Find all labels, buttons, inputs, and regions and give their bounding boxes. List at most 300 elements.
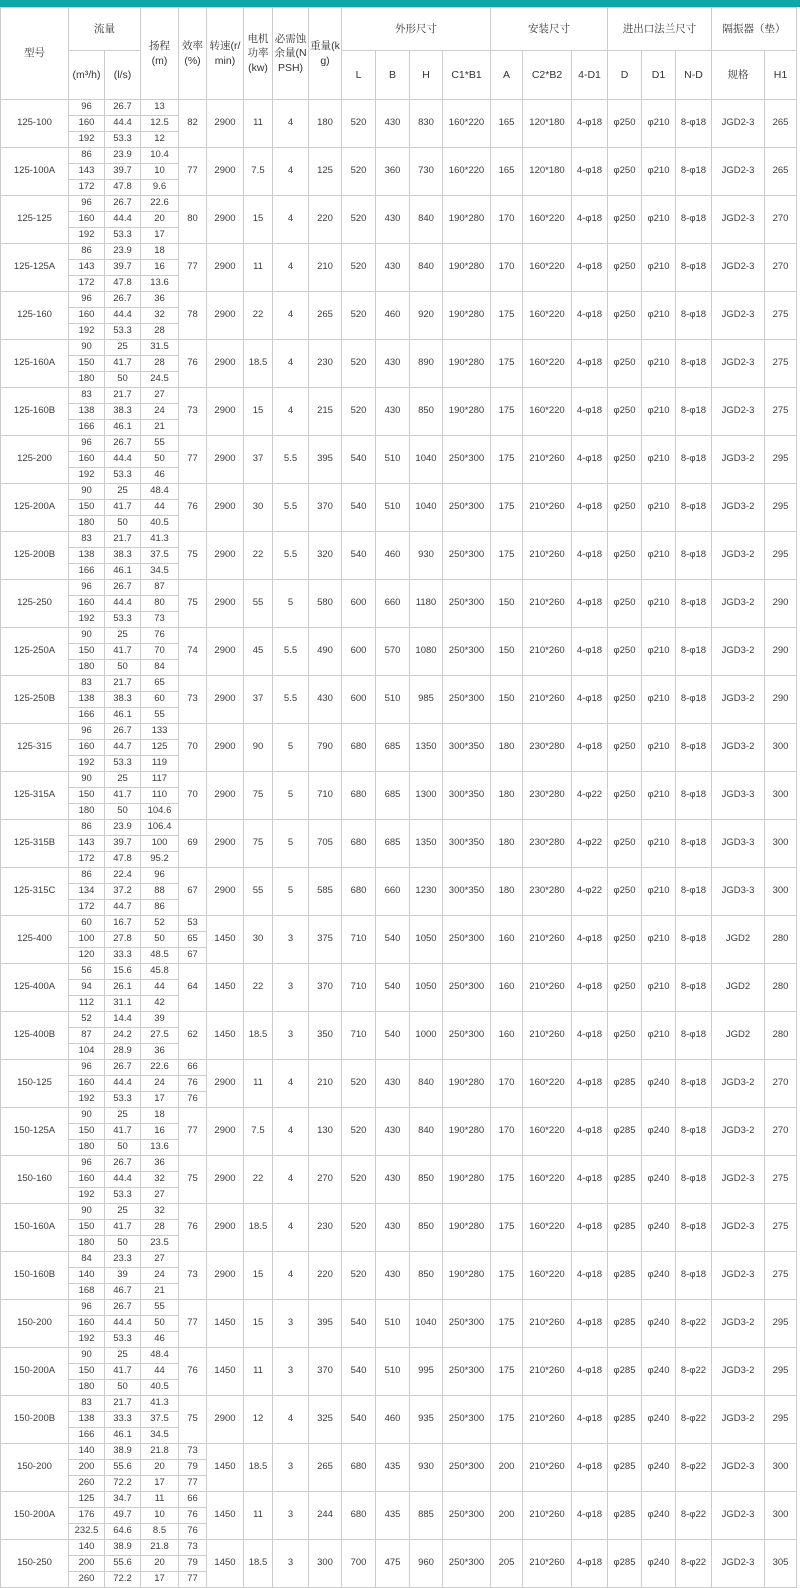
cell-speed: 1450	[207, 1348, 244, 1396]
cell-h1: 270	[765, 1060, 797, 1108]
cell-efficiency: 77	[179, 148, 207, 196]
col-header-D: D	[608, 51, 642, 100]
cell-nd: 8-φ18	[676, 1012, 712, 1060]
cell-B: 510	[376, 436, 410, 484]
table-row	[1, 244, 797, 260]
cell-head: 8.5	[141, 1524, 179, 1540]
cell-power: 15	[244, 388, 273, 436]
cell-power: 22	[244, 532, 273, 580]
cell-L: 520	[342, 196, 376, 244]
cell-c1b1: 300*350	[443, 868, 491, 916]
cell-c2b2: 160*220	[523, 388, 572, 436]
cell-efficiency: 73	[179, 1252, 207, 1300]
cell-weight: 210	[309, 244, 342, 292]
cell-weight: 265	[309, 1444, 342, 1492]
cell-B: 510	[376, 1300, 410, 1348]
cell-power: 37	[244, 676, 273, 724]
cell-flow-m3h: 87	[69, 1028, 105, 1044]
cell-isolator-spec: JGD3-2	[712, 724, 765, 772]
cell-flow-ls: 44.7	[105, 740, 141, 756]
cell-h1: 275	[765, 388, 797, 436]
cell-4d1: 4-φ18	[572, 1060, 608, 1108]
table-row	[1, 1396, 797, 1412]
cell-c2b2: 160*220	[523, 292, 572, 340]
cell-efficiency: 66	[179, 1492, 207, 1508]
cell-L: 680	[342, 1444, 376, 1492]
cell-weight: 490	[309, 628, 342, 676]
cell-flow-m3h: 96	[69, 724, 105, 740]
cell-h1: 265	[765, 148, 797, 196]
cell-head: 40.5	[141, 516, 179, 532]
cell-weight: 220	[309, 196, 342, 244]
cell-model: 125-315	[1, 724, 69, 772]
cell-efficiency: 69	[179, 820, 207, 868]
cell-flow-m3h: 166	[69, 708, 105, 724]
cell-nd: 8-φ22	[676, 1396, 712, 1444]
col-header-D1: D1	[642, 51, 676, 100]
cell-head: 28	[141, 356, 179, 372]
cell-npsh: 4	[273, 1204, 309, 1252]
cell-nd: 8-φ18	[676, 244, 712, 292]
cell-head: 42	[141, 996, 179, 1012]
cell-flow-ls: 21.7	[105, 388, 141, 404]
cell-L: 520	[342, 1060, 376, 1108]
cell-flow-m3h: 172	[69, 900, 105, 916]
cell-flow-m3h: 134	[69, 884, 105, 900]
cell-head: 10	[141, 1508, 179, 1524]
cell-flow-ls: 26.7	[105, 1300, 141, 1316]
cell-flow-ls: 47.8	[105, 180, 141, 196]
cell-flow-m3h: 83	[69, 1396, 105, 1412]
cell-isolator-spec: JGD2-3	[712, 244, 765, 292]
cell-L: 710	[342, 1012, 376, 1060]
cell-power: 75	[244, 772, 273, 820]
cell-D: φ285	[608, 1108, 642, 1156]
cell-D: φ250	[608, 1012, 642, 1060]
cell-c1b1: 250*300	[443, 1540, 491, 1588]
cell-nd: 8-φ18	[676, 1156, 712, 1204]
cell-flow-m3h: 180	[69, 372, 105, 388]
cell-B: 475	[376, 1540, 410, 1588]
col-header-flow-m3h: (m³/h)	[69, 51, 105, 100]
cell-power: 11	[244, 1348, 273, 1396]
cell-isolator-spec: JGD2-3	[712, 1492, 765, 1540]
col-header-head: 扬程(m)	[141, 8, 179, 100]
cell-c2b2: 230*280	[523, 820, 572, 868]
cell-npsh: 3	[273, 1444, 309, 1492]
cell-flow-ls: 38.9	[105, 1540, 141, 1556]
cell-head: 55	[141, 708, 179, 724]
cell-efficiency: 78	[179, 292, 207, 340]
cell-flow-m3h: 160	[69, 452, 105, 468]
cell-flow-ls: 26.1	[105, 980, 141, 996]
cell-flow-ls: 21.7	[105, 532, 141, 548]
cell-model: 150-160	[1, 1156, 69, 1204]
cell-flow-ls: 41.7	[105, 500, 141, 516]
cell-head: 20	[141, 1460, 179, 1476]
cell-flow-m3h: 56	[69, 964, 105, 980]
cell-B: 460	[376, 292, 410, 340]
cell-head: 73	[141, 612, 179, 628]
cell-nd: 8-φ18	[676, 196, 712, 244]
cell-head: 106.4	[141, 820, 179, 836]
cell-H: 920	[410, 292, 443, 340]
cell-npsh: 4	[273, 1108, 309, 1156]
cell-L: 540	[342, 484, 376, 532]
cell-L: 520	[342, 244, 376, 292]
cell-flow-ls: 23.9	[105, 148, 141, 164]
cell-model: 125-160A	[1, 340, 69, 388]
table-row	[1, 1108, 797, 1124]
cell-flow-ls: 15.6	[105, 964, 141, 980]
cell-flow-m3h: 176	[69, 1508, 105, 1524]
cell-H: 930	[410, 1444, 443, 1492]
cell-head: 27	[141, 1252, 179, 1268]
cell-A: 165	[491, 100, 523, 148]
cell-flow-ls: 38.9	[105, 1444, 141, 1460]
cell-model: 125-400	[1, 916, 69, 964]
cell-model: 150-200	[1, 1300, 69, 1348]
table-row	[1, 1204, 797, 1220]
cell-H: 1000	[410, 1012, 443, 1060]
cell-speed: 2900	[207, 244, 244, 292]
cell-flow-m3h: 52	[69, 1012, 105, 1028]
cell-h1: 295	[765, 1300, 797, 1348]
cell-npsh: 4	[273, 1060, 309, 1108]
cell-speed: 1450	[207, 964, 244, 1012]
cell-flow-m3h: 96	[69, 1156, 105, 1172]
cell-c1b1: 250*300	[443, 916, 491, 964]
col-header-spec: 规格	[712, 51, 765, 100]
cell-h1: 265	[765, 100, 797, 148]
cell-efficiency: 75	[179, 1396, 207, 1444]
cell-H: 730	[410, 148, 443, 196]
col-header-flow: 流量	[69, 8, 141, 51]
cell-h1: 300	[765, 868, 797, 916]
cell-head: 36	[141, 1044, 179, 1060]
cell-c1b1: 190*280	[443, 292, 491, 340]
cell-A: 180	[491, 820, 523, 868]
cell-c2b2: 120*180	[523, 100, 572, 148]
cell-flow-ls: 44.7	[105, 900, 141, 916]
cell-weight: 325	[309, 1396, 342, 1444]
cell-efficiency: 66	[179, 1060, 207, 1076]
cell-flow-ls: 25	[105, 340, 141, 356]
cell-c2b2: 210*260	[523, 1396, 572, 1444]
cell-4d1: 4-φ18	[572, 436, 608, 484]
cell-D1: φ210	[642, 868, 676, 916]
cell-flow-ls: 21.7	[105, 676, 141, 692]
cell-A: 175	[491, 1156, 523, 1204]
cell-weight: 375	[309, 916, 342, 964]
cell-A: 160	[491, 1012, 523, 1060]
cell-B: 460	[376, 1396, 410, 1444]
cell-L: 520	[342, 148, 376, 196]
cell-flow-ls: 39.7	[105, 164, 141, 180]
cell-D: φ285	[608, 1444, 642, 1492]
cell-head: 41.3	[141, 532, 179, 548]
cell-speed: 2900	[207, 148, 244, 196]
cell-npsh: 5.5	[273, 436, 309, 484]
cell-flow-m3h: 96	[69, 580, 105, 596]
cell-power: 18.5	[244, 1204, 273, 1252]
cell-B: 685	[376, 820, 410, 868]
cell-power: 11	[244, 100, 273, 148]
cell-L: 540	[342, 1300, 376, 1348]
cell-isolator-spec: JGD2-3	[712, 340, 765, 388]
cell-D1: φ240	[642, 1348, 676, 1396]
cell-H: 930	[410, 532, 443, 580]
cell-c2b2: 210*260	[523, 1012, 572, 1060]
cell-4d1: 4-φ18	[572, 1492, 608, 1540]
cell-nd: 8-φ18	[676, 388, 712, 436]
cell-H: 1040	[410, 436, 443, 484]
cell-weight: 125	[309, 148, 342, 196]
cell-flow-ls: 23.9	[105, 244, 141, 260]
cell-flow-ls: 44.4	[105, 212, 141, 228]
cell-head: 44	[141, 980, 179, 996]
cell-L: 520	[342, 1156, 376, 1204]
cell-npsh: 4	[273, 292, 309, 340]
cell-4d1: 4-φ18	[572, 1156, 608, 1204]
cell-head: 48.4	[141, 484, 179, 500]
cell-flow-m3h: 138	[69, 692, 105, 708]
cell-D1: φ210	[642, 436, 676, 484]
cell-c1b1: 250*300	[443, 964, 491, 1012]
cell-H: 850	[410, 1204, 443, 1252]
cell-L: 540	[342, 1396, 376, 1444]
cell-flow-ls: 41.7	[105, 1124, 141, 1140]
cell-c1b1: 250*300	[443, 1444, 491, 1492]
cell-nd: 8-φ18	[676, 868, 712, 916]
cell-npsh: 5	[273, 772, 309, 820]
cell-h1: 300	[765, 772, 797, 820]
cell-4d1: 4-φ18	[572, 244, 608, 292]
col-header-H: H	[410, 51, 443, 100]
cell-head: 27	[141, 388, 179, 404]
cell-flow-ls: 25	[105, 1108, 141, 1124]
cell-flow-m3h: 90	[69, 1108, 105, 1124]
cell-speed: 2900	[207, 1396, 244, 1444]
cell-head: 37.5	[141, 548, 179, 564]
cell-weight: 265	[309, 292, 342, 340]
cell-efficiency: 75	[179, 580, 207, 628]
cell-model: 150-160B	[1, 1252, 69, 1300]
cell-D1: φ240	[642, 1300, 676, 1348]
cell-head: 119	[141, 756, 179, 772]
cell-isolator-spec: JGD2-3	[712, 148, 765, 196]
cell-efficiency: 70	[179, 724, 207, 772]
cell-nd: 8-φ18	[676, 484, 712, 532]
cell-head: 16	[141, 260, 179, 276]
col-header-power: 电机功率(kw)	[244, 8, 273, 100]
cell-h1: 275	[765, 292, 797, 340]
cell-A: 175	[491, 340, 523, 388]
cell-H: 885	[410, 1492, 443, 1540]
cell-npsh: 4	[273, 1252, 309, 1300]
cell-A: 170	[491, 244, 523, 292]
col-header-dims: 外形尺寸	[342, 8, 491, 51]
cell-D1: φ240	[642, 1252, 676, 1300]
cell-D: φ250	[608, 532, 642, 580]
cell-speed: 1450	[207, 1444, 244, 1492]
cell-H: 840	[410, 1060, 443, 1108]
cell-H: 890	[410, 340, 443, 388]
cell-isolator-spec: JGD3-2	[712, 1060, 765, 1108]
table-row	[1, 484, 797, 500]
cell-flow-ls: 41.7	[105, 788, 141, 804]
cell-weight: 580	[309, 580, 342, 628]
cell-D: φ250	[608, 724, 642, 772]
cell-c1b1: 190*280	[443, 340, 491, 388]
cell-flow-m3h: 83	[69, 676, 105, 692]
cell-c1b1: 190*280	[443, 196, 491, 244]
cell-c1b1: 300*350	[443, 772, 491, 820]
cell-efficiency: 76	[179, 1092, 207, 1108]
cell-flow-ls: 33.3	[105, 1412, 141, 1428]
table-row	[1, 1156, 797, 1172]
cell-D1: φ240	[642, 1204, 676, 1252]
cell-flow-m3h: 150	[69, 1364, 105, 1380]
cell-flow-m3h: 168	[69, 1284, 105, 1300]
cell-nd: 8-φ18	[676, 1108, 712, 1156]
cell-L: 680	[342, 772, 376, 820]
cell-head: 27.5	[141, 1028, 179, 1044]
cell-A: 175	[491, 1204, 523, 1252]
cell-efficiency: 77	[179, 244, 207, 292]
cell-efficiency: 79	[179, 1460, 207, 1476]
cell-flow-ls: 31.1	[105, 996, 141, 1012]
cell-flow-ls: 26.7	[105, 1156, 141, 1172]
cell-weight: 270	[309, 1156, 342, 1204]
cell-flow-m3h: 172	[69, 276, 105, 292]
cell-flow-m3h: 160	[69, 116, 105, 132]
cell-flow-ls: 53.3	[105, 612, 141, 628]
cell-c2b2: 210*260	[523, 676, 572, 724]
cell-speed: 2900	[207, 772, 244, 820]
table-row	[1, 1300, 797, 1316]
cell-efficiency: 62	[179, 1012, 207, 1060]
cell-efficiency: 75	[179, 1156, 207, 1204]
cell-B: 360	[376, 148, 410, 196]
cell-H: 840	[410, 1108, 443, 1156]
cell-head: 36	[141, 292, 179, 308]
cell-flow-m3h: 166	[69, 420, 105, 436]
cell-efficiency: 82	[179, 100, 207, 148]
cell-speed: 1450	[207, 916, 244, 964]
cell-flow-ls: 53.3	[105, 468, 141, 484]
cell-flow-m3h: 96	[69, 100, 105, 116]
cell-c2b2: 160*220	[523, 196, 572, 244]
cell-L: 600	[342, 676, 376, 724]
cell-npsh: 5	[273, 868, 309, 916]
cell-weight: 370	[309, 484, 342, 532]
cell-A: 150	[491, 580, 523, 628]
cell-4d1: 4-φ18	[572, 1012, 608, 1060]
cell-flow-ls: 55.6	[105, 1556, 141, 1572]
cell-speed: 2900	[207, 436, 244, 484]
cell-flow-m3h: 143	[69, 260, 105, 276]
cell-D: φ250	[608, 868, 642, 916]
cell-c2b2: 230*280	[523, 724, 572, 772]
cell-flow-m3h: 192	[69, 1332, 105, 1348]
col-header-c1b1: C1*B1	[443, 51, 491, 100]
cell-flow-ls: 23.3	[105, 1252, 141, 1268]
cell-flow-m3h: 150	[69, 788, 105, 804]
cell-h1: 280	[765, 964, 797, 1012]
cell-npsh: 5	[273, 724, 309, 772]
cell-isolator-spec: JGD2-3	[712, 1204, 765, 1252]
cell-H: 1040	[410, 484, 443, 532]
cell-nd: 8-φ22	[676, 1348, 712, 1396]
cell-efficiency: 80	[179, 196, 207, 244]
cell-D: φ285	[608, 1300, 642, 1348]
cell-flow-m3h: 172	[69, 180, 105, 196]
cell-weight: 300	[309, 1540, 342, 1588]
cell-D1: φ210	[642, 772, 676, 820]
table-row	[1, 1012, 797, 1028]
cell-nd: 8-φ18	[676, 100, 712, 148]
cell-h1: 300	[765, 724, 797, 772]
cell-flow-m3h: 160	[69, 1076, 105, 1092]
cell-flow-ls: 38.3	[105, 404, 141, 420]
cell-flow-m3h: 150	[69, 500, 105, 516]
cell-head: 22.6	[141, 196, 179, 212]
cell-nd: 8-φ18	[676, 580, 712, 628]
cell-efficiency: 67	[179, 948, 207, 964]
cell-weight: 220	[309, 1252, 342, 1300]
cell-speed: 2900	[207, 532, 244, 580]
cell-c2b2: 160*220	[523, 1060, 572, 1108]
cell-flow-m3h: 160	[69, 596, 105, 612]
cell-c1b1: 250*300	[443, 580, 491, 628]
cell-flow-ls: 26.7	[105, 1060, 141, 1076]
cell-D1: φ240	[642, 1540, 676, 1588]
cell-efficiency: 77	[179, 1572, 207, 1588]
cell-H: 840	[410, 196, 443, 244]
cell-power: 75	[244, 820, 273, 868]
cell-flow-ls: 53.3	[105, 1092, 141, 1108]
cell-efficiency: 74	[179, 628, 207, 676]
cell-head: 20	[141, 1556, 179, 1572]
cell-flow-m3h: 143	[69, 164, 105, 180]
cell-flow-m3h: 86	[69, 244, 105, 260]
cell-h1: 270	[765, 244, 797, 292]
cell-isolator-spec: JGD2	[712, 964, 765, 1012]
cell-H: 850	[410, 388, 443, 436]
cell-L: 680	[342, 724, 376, 772]
cell-head: 52	[141, 916, 179, 932]
cell-flow-m3h: 180	[69, 660, 105, 676]
cell-h1: 305	[765, 1540, 797, 1588]
cell-model: 150-200A	[1, 1348, 69, 1396]
cell-D: φ250	[608, 820, 642, 868]
cell-efficiency: 64	[179, 964, 207, 1012]
cell-efficiency: 76	[179, 1508, 207, 1524]
cell-flow-m3h: 90	[69, 484, 105, 500]
table-row	[1, 1060, 797, 1076]
cell-speed: 2900	[207, 292, 244, 340]
cell-4d1: 4-φ18	[572, 196, 608, 244]
cell-flow-ls: 25	[105, 1348, 141, 1364]
cell-c2b2: 160*220	[523, 340, 572, 388]
cell-head: 48.5	[141, 948, 179, 964]
cell-isolator-spec: JGD3-2	[712, 628, 765, 676]
cell-D1: φ210	[642, 340, 676, 388]
cell-h1: 270	[765, 1108, 797, 1156]
cell-efficiency: 76	[179, 1076, 207, 1092]
cell-flow-m3h: 232.5	[69, 1524, 105, 1540]
